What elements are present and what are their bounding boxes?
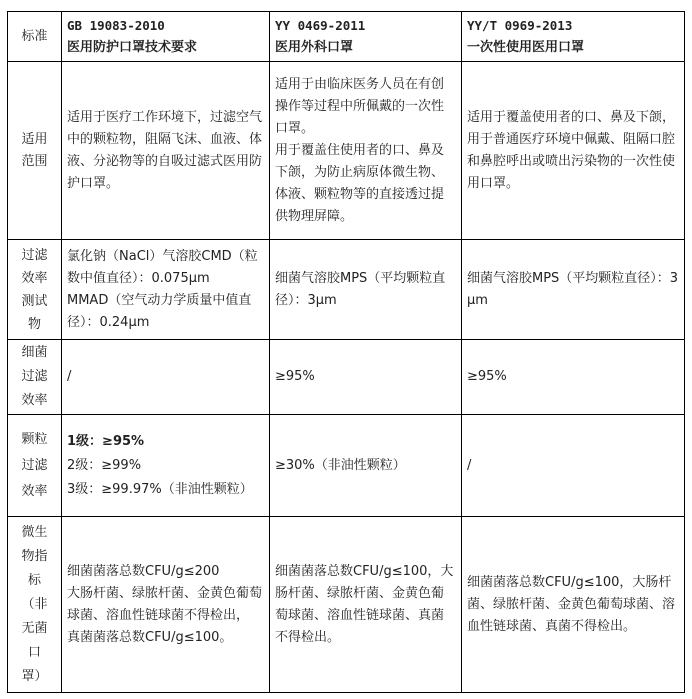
cell-microbial-yyt: 细菌菌落总数CFU/g≤100，大肠杆菌、绿脓杆菌、金黄色葡萄球菌、溶血性链球菌、真菌不得检出。 <box>462 517 685 693</box>
table-row-pfe <box>8 415 685 517</box>
table-row-microbial <box>8 517 685 693</box>
header-row <box>8 12 685 62</box>
table-row-test-agent <box>8 240 685 340</box>
standard-code: GB 19083-2010 <box>67 17 165 33</box>
standard-name: 医用外科口罩 <box>275 39 354 55</box>
standard-code: YY/T 0969-2013 <box>467 17 573 33</box>
cell-microbial-yy: 细菌菌落总数CFU/g≤100，大肠杆菌、绿脓杆菌、金黄色葡萄球菌、溶血性链球菌、真菌不得检出。 <box>270 517 462 693</box>
row-label-scope: 适用 范围 <box>8 62 62 240</box>
cell-test-agent-yyt: 细菌气溶胶MPS（平均颗粒直径）：3μm <box>462 240 685 340</box>
cell-bfe-gb: / <box>62 340 270 415</box>
cell-test-agent-gb: 氯化钠（NaCl）气溶胶CMD（粒数中值直径）：0.075μm MMAD（空气动力学质量中值直径）：0.24μm <box>62 240 270 340</box>
cell-scope-yyt: 适用于覆盖使用者的口、鼻及下颌，用于普通医疗环境中佩戴、阻隔口腔和鼻腔呼出或喷出污染物的一次性使用口罩。 <box>462 62 685 240</box>
header-yyt-0969 <box>462 12 685 62</box>
standard-code: YY 0469-2011 <box>275 17 366 33</box>
cell-pfe-yyt: / <box>462 415 685 517</box>
cell-pfe-gb: 1级：≥95% 2级：≥99% 3级：≥99.97%（非油性颗粒） <box>62 415 270 517</box>
cell-scope-gb: 适用于医疗工作环境下，过滤空气中的颗粒物，阻隔飞沫、血液、体液、分泌物等的自吸过滤式医用防护口罩。 <box>62 62 270 240</box>
cell-bfe-yy: ≥95% <box>270 340 462 415</box>
table-row-scope <box>8 62 685 240</box>
standard-name: 医用防护口罩技术要求 <box>67 39 198 55</box>
header-gb-19083 <box>62 12 270 62</box>
cell-scope-yy: 适用于由临床医务人员在有创操作等过程中所佩戴的一次性口罩。 用于覆盖住使用者的口、鼻及下颌，为防止病原体微生物、体液、颗粒物等的直接透过提供物理屏障。 <box>270 62 462 240</box>
row-label-pfe: 颗粒 过滤 效率 <box>8 415 62 517</box>
cell-test-agent-yy: 细菌气溶胶MPS（平均颗粒直径）：3μm <box>270 240 462 340</box>
mask-standards-comparison-table <box>7 11 685 693</box>
header-yy-0469 <box>270 12 462 62</box>
cell-bfe-yyt: ≥95% <box>462 340 685 415</box>
row-label-bfe: 细菌 过滤 效率 <box>8 340 62 415</box>
cell-pfe-yy: ≥30%（非油性颗粒） <box>270 415 462 517</box>
row-label-test-agent: 过滤 效率 测试 物 <box>8 240 62 340</box>
standard-name: 一次性使用医用口罩 <box>467 39 585 55</box>
corner-label-standard: 标准 <box>8 12 62 62</box>
row-label-microbial: 微生 物指 标 （非 无菌 口 罩） <box>8 517 62 693</box>
cell-microbial-gb: 细菌菌落总数CFU/g≤200 大肠杆菌、绿脓杆菌、金黄色葡萄球菌、溶血性链球菌不得检出， 真菌菌落总数CFU/g≤100。 <box>62 517 270 693</box>
table-row-bfe <box>8 340 685 415</box>
